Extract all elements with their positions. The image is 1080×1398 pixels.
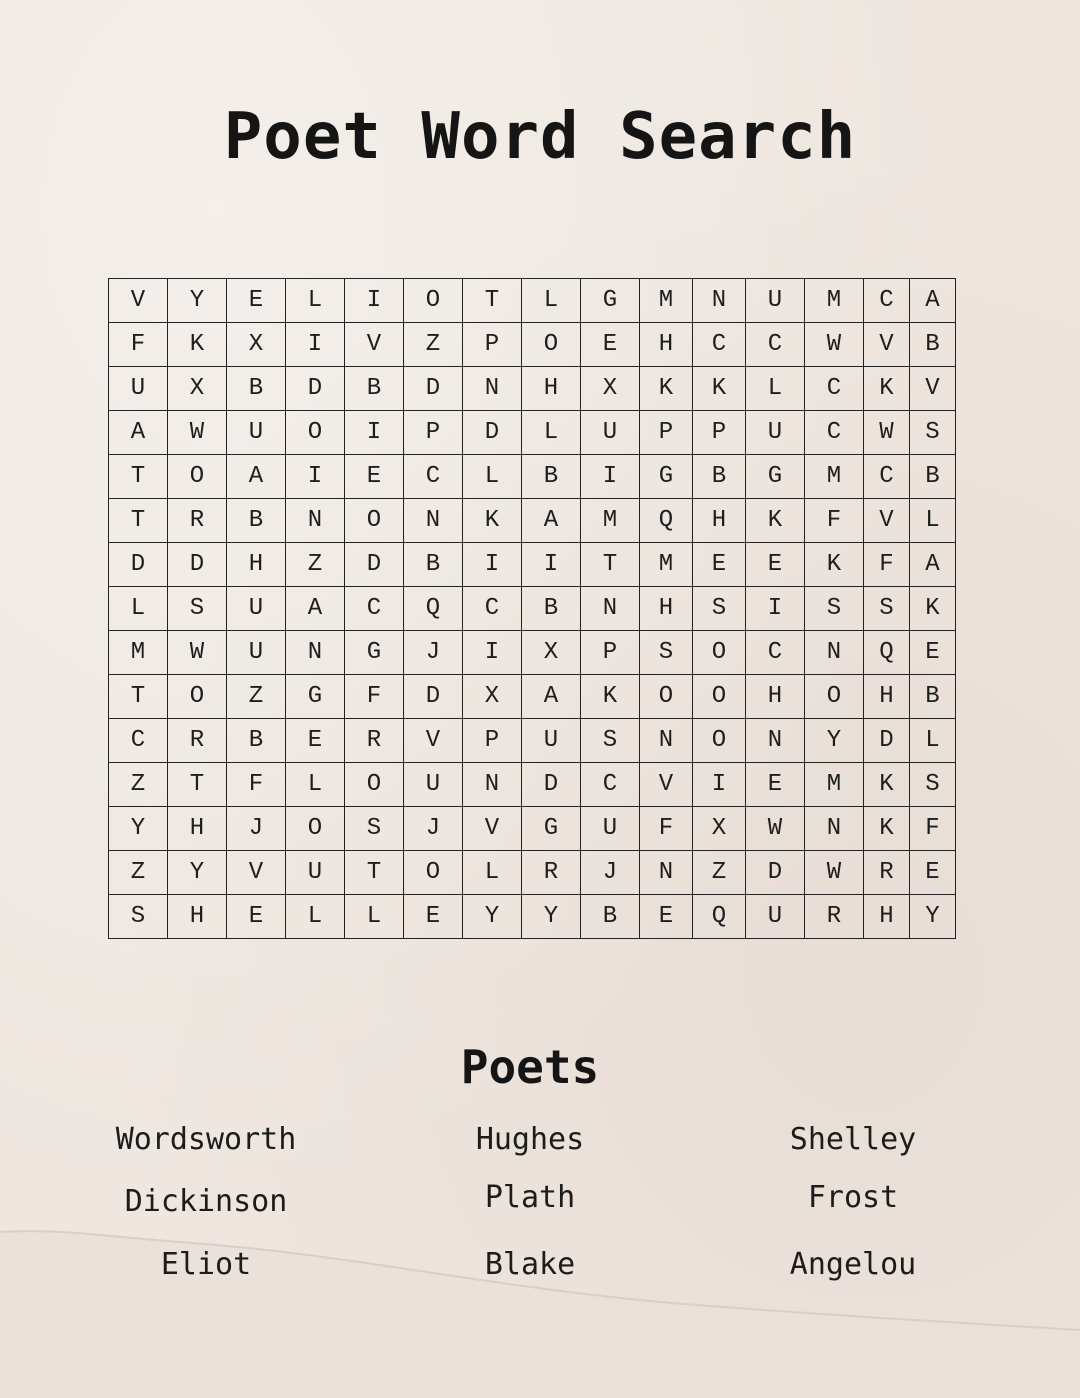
grid-cell[interactable]: B [693,455,746,499]
grid-cell[interactable]: M [805,455,864,499]
grid-cell[interactable]: E [286,719,345,763]
grid-cell[interactable]: J [404,807,463,851]
word-list-item: Frost [807,1180,899,1215]
grid-cell[interactable]: I [463,631,522,675]
grid-cell[interactable]: H [864,895,910,939]
grid-row [109,719,956,763]
grid-cell[interactable]: U [227,411,286,455]
grid-row [109,631,956,675]
grid-cell[interactable]: O [522,323,581,367]
grid-cell[interactable]: E [640,895,693,939]
grid-cell[interactable]: E [227,279,286,323]
grid-cell[interactable]: W [746,807,805,851]
grid-cell[interactable]: K [640,367,693,411]
grid-cell[interactable]: X [522,631,581,675]
grid-cell[interactable]: U [286,851,345,895]
grid-cell[interactable]: W [805,851,864,895]
grid-cell[interactable]: E [227,895,286,939]
grid-row [109,279,956,323]
grid-cell[interactable]: F [227,763,286,807]
grid-cell[interactable]: I [693,763,746,807]
grid-cell[interactable]: M [109,631,168,675]
grid-cell[interactable]: K [864,807,910,851]
grid-cell[interactable]: D [345,543,404,587]
word-list-item: Wordsworth [115,1122,297,1157]
grid-cell[interactable]: J [581,851,640,895]
grid-cell[interactable]: F [864,543,910,587]
grid-cell[interactable]: M [640,279,693,323]
grid-cell[interactable]: O [805,675,864,719]
grid-cell[interactable]: L [746,367,805,411]
grid-cell[interactable]: L [345,895,404,939]
grid-cell[interactable]: Y [805,719,864,763]
grid-cell[interactable]: E [910,851,956,895]
grid-cell[interactable]: L [286,279,345,323]
grid-row [109,455,956,499]
grid-cell[interactable]: O [404,279,463,323]
grid-cell[interactable]: E [746,543,805,587]
grid-row [109,851,956,895]
grid-cell[interactable]: B [227,719,286,763]
grid-cell[interactable]: K [864,763,910,807]
grid-cell[interactable]: O [640,675,693,719]
grid-cell[interactable]: M [581,499,640,543]
grid-cell[interactable]: L [522,279,581,323]
grid-cell[interactable]: V [864,323,910,367]
grid-cell[interactable]: P [463,323,522,367]
grid-cell[interactable]: O [286,807,345,851]
grid-cell[interactable]: A [522,675,581,719]
grid-cell[interactable]: N [805,631,864,675]
word-list-item: Plath [484,1180,576,1215]
grid-cell[interactable]: V [404,719,463,763]
grid-cell[interactable]: X [168,367,227,411]
grid-cell[interactable]: O [693,631,746,675]
grid-cell[interactable]: Q [640,499,693,543]
grid-cell[interactable]: C [864,279,910,323]
grid-cell[interactable]: M [805,279,864,323]
grid-cell[interactable]: Z [404,323,463,367]
grid-cell[interactable]: S [581,719,640,763]
grid-cell[interactable]: T [109,455,168,499]
grid-cell[interactable]: R [168,499,227,543]
grid-cell[interactable]: U [522,719,581,763]
grid-cell[interactable]: S [640,631,693,675]
grid-cell[interactable]: V [640,763,693,807]
grid-cell[interactable]: P [404,411,463,455]
word-list-item: Hughes [475,1122,585,1157]
grid-cell[interactable]: Q [404,587,463,631]
grid-row [109,675,956,719]
grid-cell[interactable]: C [693,323,746,367]
grid-cell[interactable]: J [227,807,286,851]
grid-cell[interactable]: U [746,279,805,323]
grid-cell[interactable]: Z [227,675,286,719]
grid-cell[interactable]: M [805,763,864,807]
grid-cell[interactable]: C [581,763,640,807]
grid-cell[interactable]: H [168,807,227,851]
grid-cell[interactable]: O [168,675,227,719]
grid-cell[interactable]: G [640,455,693,499]
grid-cell[interactable]: P [640,411,693,455]
grid-cell[interactable]: C [345,587,404,631]
grid-cell[interactable]: F [640,807,693,851]
grid-cell[interactable]: V [345,323,404,367]
grid-cell[interactable]: O [345,763,404,807]
grid-row [109,807,956,851]
grid-cell[interactable]: B [227,499,286,543]
grid-cell[interactable]: U [227,631,286,675]
grid-cell[interactable]: C [805,367,864,411]
grid-cell[interactable]: Z [286,543,345,587]
grid-cell[interactable]: N [581,587,640,631]
grid-cell[interactable]: U [404,763,463,807]
grid-cell[interactable]: U [581,807,640,851]
grid-cell[interactable]: T [581,543,640,587]
grid-cell[interactable]: T [109,499,168,543]
grid-cell[interactable]: J [404,631,463,675]
grid-cell[interactable]: U [581,411,640,455]
grid-cell[interactable]: W [168,411,227,455]
grid-cell[interactable]: H [693,499,746,543]
word-list-item: Dickinson [124,1184,288,1219]
grid-cell[interactable]: P [463,719,522,763]
grid-cell[interactable]: H [227,543,286,587]
grid-cell[interactable]: X [227,323,286,367]
grid-cell[interactable]: D [109,543,168,587]
grid-cell[interactable]: C [109,719,168,763]
grid-cell[interactable]: M [640,543,693,587]
grid-cell[interactable]: U [109,367,168,411]
grid-cell[interactable]: P [693,411,746,455]
grid-cell[interactable]: A [910,279,956,323]
grid-cell[interactable]: S [864,587,910,631]
grid-cell[interactable]: B [910,323,956,367]
grid-cell[interactable]: S [109,895,168,939]
grid-cell[interactable]: D [522,763,581,807]
grid-cell[interactable]: L [286,763,345,807]
grid-row [109,323,956,367]
grid-cell[interactable]: H [746,675,805,719]
grid-cell[interactable]: A [227,455,286,499]
grid-cell[interactable]: U [746,411,805,455]
grid-cell[interactable]: Z [109,763,168,807]
word-list-item: Eliot [160,1247,252,1282]
grid-cell[interactable]: C [746,631,805,675]
grid-cell[interactable]: S [168,587,227,631]
grid-cell[interactable]: S [345,807,404,851]
grid-cell[interactable]: R [522,851,581,895]
grid-cell[interactable]: E [345,455,404,499]
grid-cell[interactable]: N [693,279,746,323]
grid-row [109,763,956,807]
grid-cell[interactable]: C [746,323,805,367]
grid-cell[interactable]: S [693,587,746,631]
grid-cell[interactable]: S [910,763,956,807]
grid-cell[interactable]: K [463,499,522,543]
grid-cell[interactable]: H [168,895,227,939]
grid-cell[interactable]: O [345,499,404,543]
grid-cell[interactable]: K [864,367,910,411]
grid-cell[interactable]: O [693,675,746,719]
grid-cell[interactable]: F [805,499,864,543]
grid-cell[interactable]: O [168,455,227,499]
grid-cell[interactable]: L [463,851,522,895]
grid-cell[interactable]: C [805,411,864,455]
grid-cell[interactable]: U [746,895,805,939]
grid-cell[interactable]: Y [168,279,227,323]
grid-row [109,367,956,411]
grid-cell[interactable]: H [640,587,693,631]
grid-cell[interactable]: A [286,587,345,631]
grid-cell[interactable]: V [227,851,286,895]
grid-cell[interactable]: B [581,895,640,939]
grid-cell[interactable]: G [581,279,640,323]
grid-cell[interactable]: S [910,411,956,455]
grid-cell[interactable]: N [286,631,345,675]
grid-cell[interactable]: I [345,279,404,323]
grid-cell[interactable]: I [581,455,640,499]
word-search-grid [108,278,956,939]
grid-cell[interactable]: G [522,807,581,851]
grid-cell[interactable]: T [109,675,168,719]
grid-cell[interactable]: T [168,763,227,807]
grid-cell[interactable]: N [463,367,522,411]
grid-row [109,411,956,455]
grid-cell[interactable]: W [168,631,227,675]
grid-cell[interactable]: D [168,543,227,587]
grid-cell[interactable]: D [746,851,805,895]
grid-cell[interactable]: E [746,763,805,807]
grid-row [109,587,956,631]
grid-cell[interactable]: N [463,763,522,807]
grid-cell[interactable]: I [746,587,805,631]
grid-cell[interactable]: I [286,455,345,499]
grid-cell[interactable]: Q [693,895,746,939]
grid-cell[interactable]: B [910,675,956,719]
grid-cell[interactable]: B [522,587,581,631]
grid-cell[interactable]: K [168,323,227,367]
grid-cell[interactable]: L [463,455,522,499]
grid-cell[interactable]: D [463,411,522,455]
grid-cell[interactable]: L [910,719,956,763]
grid-cell[interactable]: B [910,455,956,499]
grid-cell[interactable]: H [864,675,910,719]
grid-cell[interactable]: I [522,543,581,587]
grid-cell[interactable]: L [910,499,956,543]
grid-cell[interactable]: K [581,675,640,719]
grid-cell[interactable]: Y [910,895,956,939]
grid-cell[interactable]: F [345,675,404,719]
grid-cell[interactable]: B [404,543,463,587]
grid-cell[interactable]: R [345,719,404,763]
word-list-heading: Poets [460,1040,600,1094]
grid-cell[interactable]: L [286,895,345,939]
grid-cell[interactable]: H [522,367,581,411]
grid-cell[interactable]: Z [693,851,746,895]
grid-cell[interactable]: Y [109,807,168,851]
grid-cell[interactable]: T [345,851,404,895]
grid-cell[interactable]: S [805,587,864,631]
grid-row [109,543,956,587]
grid-cell[interactable]: N [404,499,463,543]
grid-cell[interactable]: E [581,323,640,367]
grid-cell[interactable]: B [345,367,404,411]
word-list-item: Shelley [789,1122,917,1157]
grid-cell[interactable]: A [109,411,168,455]
grid-cell[interactable]: V [109,279,168,323]
grid-cell[interactable]: R [805,895,864,939]
grid-cell[interactable]: H [640,323,693,367]
grid-cell[interactable]: N [640,719,693,763]
grid-cell[interactable]: N [746,719,805,763]
grid-cell[interactable]: A [910,543,956,587]
grid-cell[interactable]: I [463,543,522,587]
grid-cell[interactable]: E [910,631,956,675]
grid-cell[interactable]: L [109,587,168,631]
grid-cell[interactable]: F [109,323,168,367]
grid-cell[interactable]: Y [463,895,522,939]
grid-cell[interactable]: A [522,499,581,543]
grid-cell[interactable]: D [404,675,463,719]
grid-cell[interactable]: O [693,719,746,763]
grid-cell[interactable]: G [345,631,404,675]
grid-cell[interactable]: C [463,587,522,631]
grid-cell[interactable]: V [910,367,956,411]
grid-cell[interactable]: B [522,455,581,499]
grid-cell[interactable]: U [227,587,286,631]
grid-cell[interactable]: Y [522,895,581,939]
grid-cell[interactable]: P [581,631,640,675]
grid-cell[interactable]: K [805,543,864,587]
grid-cell[interactable]: K [746,499,805,543]
grid-cell[interactable]: D [404,367,463,411]
grid-cell[interactable]: R [864,851,910,895]
grid-cell[interactable]: I [345,411,404,455]
grid-cell[interactable]: E [404,895,463,939]
page-title: Poet Word Search [223,100,857,174]
grid-cell[interactable]: B [227,367,286,411]
grid-cell[interactable]: V [463,807,522,851]
grid-cell[interactable]: O [286,411,345,455]
grid-cell[interactable]: L [522,411,581,455]
grid-cell[interactable]: C [404,455,463,499]
grid-cell[interactable]: X [693,807,746,851]
grid-cell[interactable]: N [640,851,693,895]
grid-row [109,895,956,939]
grid-cell[interactable]: Z [109,851,168,895]
grid-cell[interactable]: G [286,675,345,719]
grid-cell[interactable]: R [168,719,227,763]
grid-row [109,499,956,543]
grid-cell[interactable]: K [693,367,746,411]
grid-cell[interactable]: C [864,455,910,499]
grid-cell[interactable]: E [693,543,746,587]
grid-cell[interactable]: N [805,807,864,851]
grid-cell[interactable]: X [581,367,640,411]
grid-cell[interactable]: N [286,499,345,543]
grid-cell[interactable]: T [463,279,522,323]
grid-cell[interactable]: F [910,807,956,851]
grid-cell[interactable]: K [910,587,956,631]
word-list-item: Blake [484,1247,576,1282]
grid-cell[interactable]: V [864,499,910,543]
grid-cell[interactable]: D [286,367,345,411]
grid-cell[interactable]: G [746,455,805,499]
word-list-item: Angelou [789,1247,917,1282]
grid-cell[interactable]: Q [864,631,910,675]
grid-cell[interactable]: Y [168,851,227,895]
grid-cell[interactable]: O [404,851,463,895]
grid-cell[interactable]: X [463,675,522,719]
grid-cell[interactable]: D [864,719,910,763]
grid-cell[interactable]: W [864,411,910,455]
grid-cell[interactable]: I [286,323,345,367]
grid-cell[interactable]: W [805,323,864,367]
